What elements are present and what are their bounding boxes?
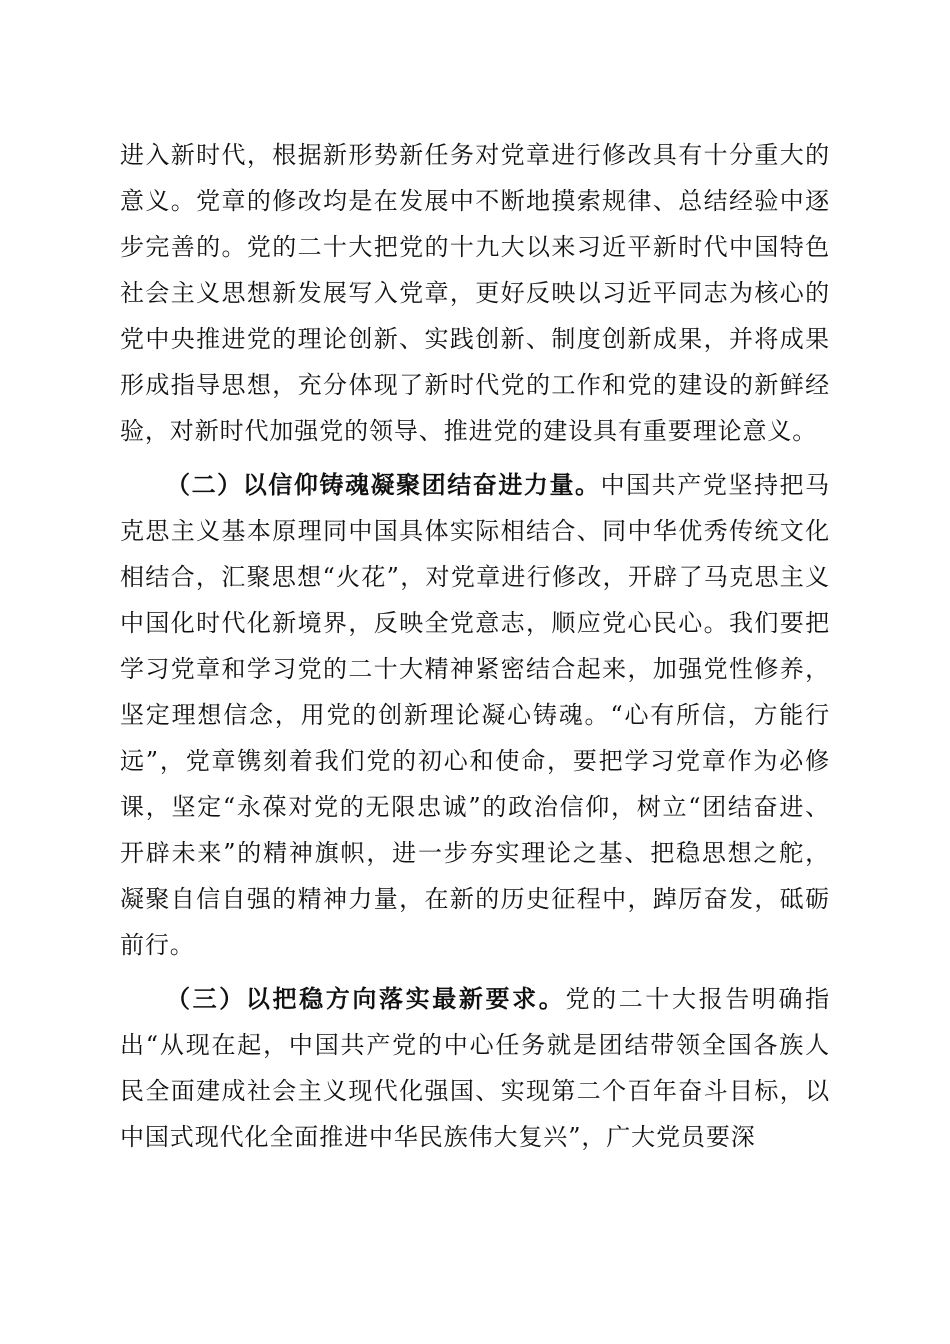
section-3-heading: （三）以把稳方向落实最新要求。 [166,984,566,1013]
section-3-body: 党的二十大报告明确指出“从现在起，中国共产党的中心任务就是团结带领全国各族人民全面建成社会主义现代化强国、实现第二个百年奋斗目标，以中国式现代化全面推进中华民族伟大复兴”，广大党员要深 [120,985,830,1151]
section-2-body: 中国共产党坚持把马克思主义基本原理同中国具体实际相结合、同中华优秀传统文化相结合，汇聚思想“火花”，对党章进行修改，开辟了马克思主义中国化时代化新境界，反映全党意志，顺应党心民心。我们要把学习党章和学习党的二十大精神紧密结合起来，加强党性修养，坚定理想信念，用党的创新理论凝心铸魂。“心有所信，方能行远”，党章镌刻着我们党的初心和使命，要把学习党章作为必修课，坚定“永葆对党的无限忠诚”的政治信仰，树立“团结奋进、开辟未来”的精神旗帜，进一步夯实理论之基、把稳思想之舵，凝聚自信自强的精神力量，在新的历史征程中，踔厉奋发，砥砺前行。 [120,471,830,959]
document-body [120,132,830,1168]
section-2-paragraph [120,462,830,968]
paragraph-continuation: 进入新时代，根据新形势新任务对党章进行修改具有十分重大的意义。党章的修改均是在发展中不断地摸索规律、总结经验中逐步完善的。党的二十大把党的十九大以来习近平新时代中国特色社会主义思想新发展写入党章，更好反映以习近平同志为核心的党中央推进党的理论创新、实践创新、制度创新成果，并将成果形成指导思想，充分体现了新时代党的工作和党的建设的新鲜经验，对新时代加强党的领导、推进党的建设具有重要理论意义。 [120,141,830,445]
section-3-paragraph [120,976,830,1160]
section-2-heading: （二）以信仰铸魂凝聚团结奋进力量。 [166,470,601,499]
